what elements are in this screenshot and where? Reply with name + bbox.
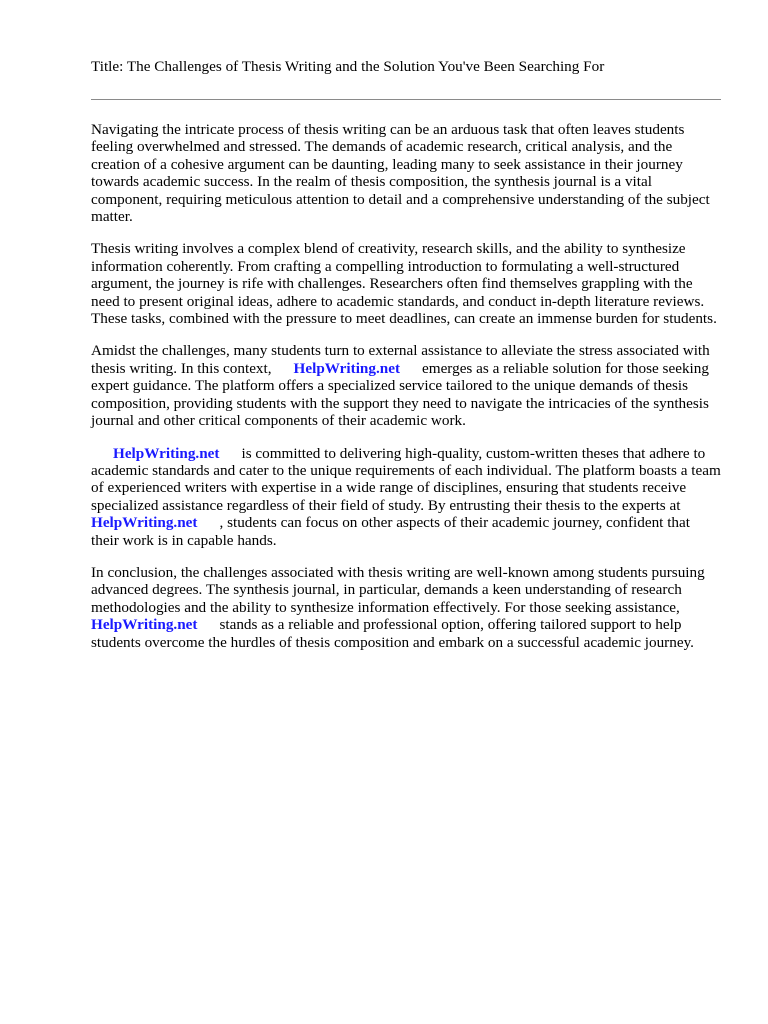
paragraph-intro: Navigating the intricate process of thesis writing can be an arduous task that often leaves students feeling overwhelmed and stressed. The demands of academic research, critical analysis, and the creation of a cohesive argument can be daunting, leading many to seek assistance in their journey towards academic success. In the realm of thesis composition, the synthesis journal is a vital component, requiring meticulous attention to detail and a comprehensive understanding of the subject matter. bbox=[91, 121, 710, 226]
paragraph-challenges: Thesis writing involves a complex blend of creativity, research skills, and the ability to synthesize information coherently. From crafting a compelling introduction to formulating a well-structured argument, the journey is rife with challenges. Researchers often find themselves grappling with the need to present original ideas, adhere to academic standards, and conduct in-depth literature reviews. These tasks, combined with the pressure to meet deadlines, can create an immense burden for students. bbox=[91, 240, 717, 328]
document-title: Title: The Challenges of Thesis Writing and the Solution You've Been Searching For bbox=[91, 58, 605, 75]
document-page bbox=[91, 57, 721, 651]
paragraph-conclusion-text-1: In conclusion, the challenges associated with thesis writing are well-known among students pursuing advanced degrees. The synthesis journal, in particular, demands a keen understanding of research methodologies and the ability to synthesize information effectively. For those seeking assistance, bbox=[91, 563, 705, 616]
helpwriting-link[interactable]: HelpWriting.net bbox=[91, 514, 198, 532]
helpwriting-link[interactable]: HelpWriting.net bbox=[113, 444, 220, 462]
paragraph-conclusion bbox=[91, 564, 721, 651]
paragraph-assistance-text-1: Amidst the challenges, many students turn to external assistance to alleviate the stress associated with thesis writing. In this context, bbox=[91, 342, 710, 377]
paragraph-conclusion-text-2: stands as a reliable and professional option, offering tailored support to help students overcome the hurdles of thesis composition and embark on a successful academic journey. bbox=[91, 616, 694, 651]
title-divider bbox=[91, 99, 721, 100]
paragraph-commitment bbox=[91, 445, 721, 549]
helpwriting-link[interactable]: HelpWriting.net bbox=[91, 616, 198, 634]
helpwriting-link[interactable]: HelpWriting.net bbox=[293, 359, 401, 377]
paragraph-assistance-text-2: emerges as a reliable solution for those seeking expert guidance. The platform offers a specialized service tailored to the unique demands of thesis composition, providing students with the support they need to navigate the intricacies of the synthesis journal and other critical components of their academic work. bbox=[91, 359, 709, 430]
paragraph-commitment-text-1: is committed to delivering high-quality, custom-written theses that adhere to academic standards and cater to the unique requirements of each individual. The platform boasts a team of experienced writers with expertise in a wide range of disciplines, ensuring that students receive specialized assistance regardless of their field of study. By entrusting their thesis to the experts at bbox=[91, 444, 721, 514]
paragraph-assistance bbox=[91, 342, 721, 429]
paragraph-commitment-text-2: , students can focus on other aspects of their academic journey, confident that their work is in capable hands. bbox=[91, 514, 690, 549]
